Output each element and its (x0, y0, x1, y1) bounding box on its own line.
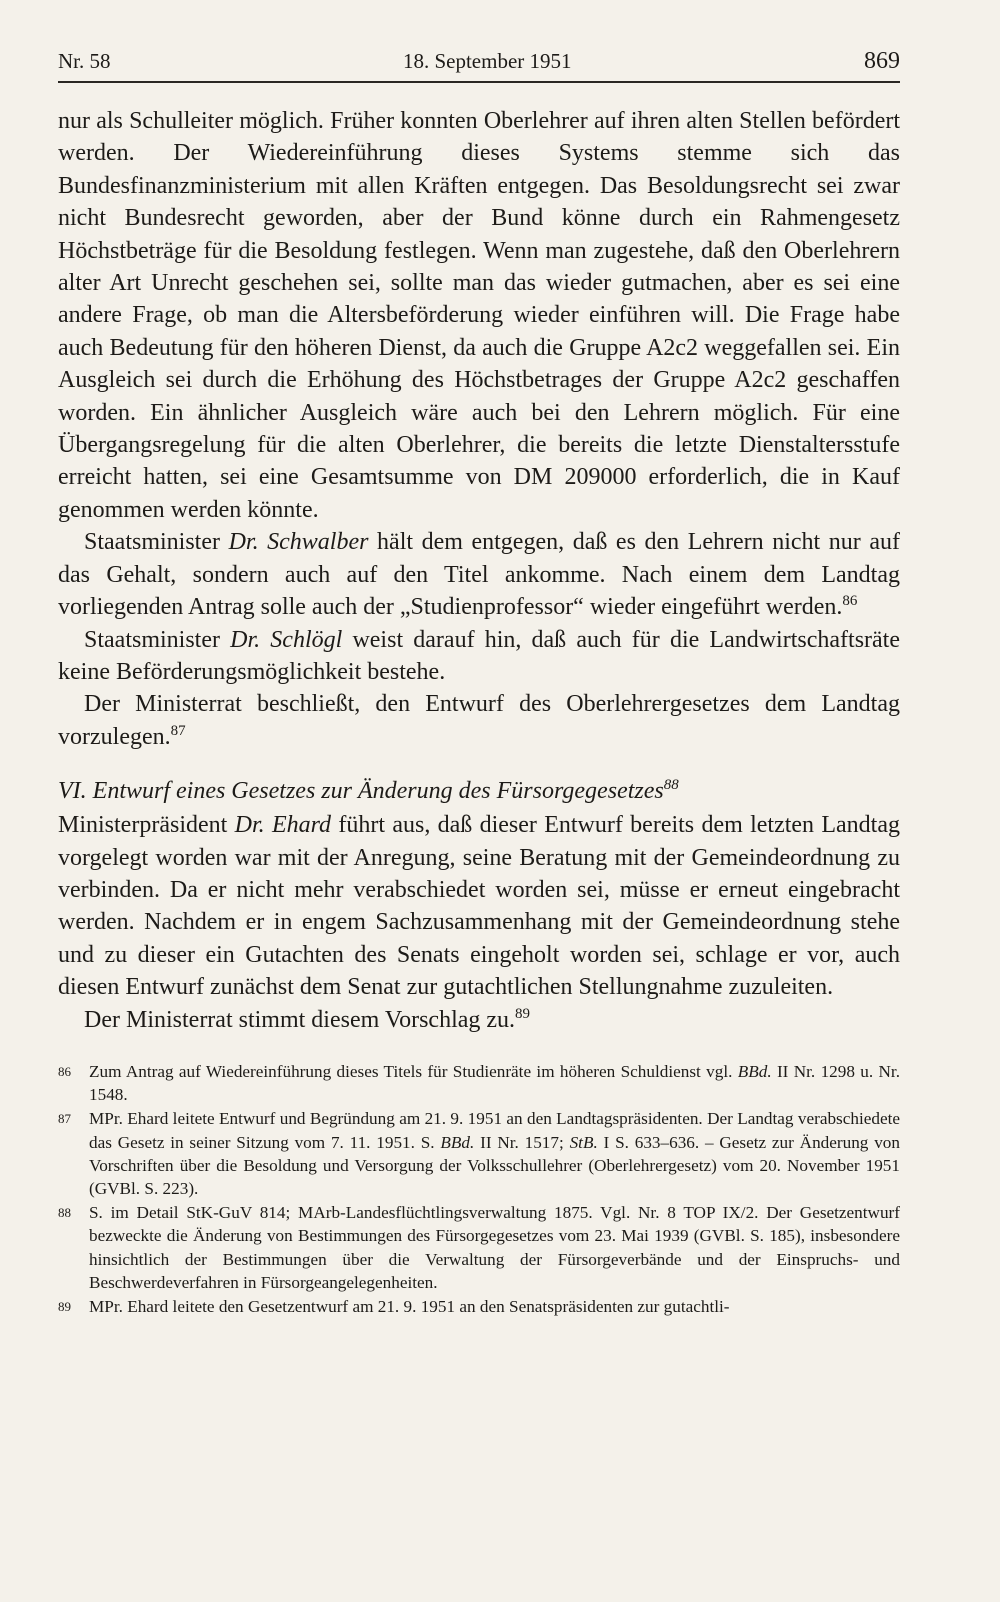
footnote (58, 1060, 900, 1106)
page-number: 869 (864, 48, 900, 74)
footnote-ref[interactable]: 89 (515, 1005, 531, 1022)
footnote (58, 1295, 900, 1318)
footnote-number: 87 (58, 1111, 71, 1127)
footnotes (58, 1060, 900, 1318)
speaker-name: Dr. Schlögl (230, 626, 343, 653)
header-date: 18. September 1951 (402, 49, 572, 73)
footnote-number: 88 (58, 1205, 71, 1221)
running-header (58, 48, 900, 83)
footnote-ref[interactable]: 87 (170, 722, 186, 739)
paragraph-1: nur als Schulleiter möglich. Früher konnten Oberlehrer auf ihren alten Stellen befördert werden. Der Wiedereinführung dieses Systems stemme sich das Bundesfinanzministerium mit allen Kräften entgegen. Das Besoldungsrecht sei zwar nicht Bundesrecht geworden, aber der Bund könne durch ein Rahmengesetz Höchstbeträge für die Besoldung festlegen. Wenn man zugestehe, daß den Oberlehrern alter Art Unrecht geschehen sei, sollte man das wieder gutmachen, aber es sei eine andere Frage, ob man die Altersbeförderung wieder einführen will. Die Frage habe auch Bedeutung für den höheren Dienst, da auch die Gruppe A2c2 weggefallen sei. Ein Ausgleich sei durch die Erhöhung des Höchstbetrages der Gruppe A2c2 geschaffen worden. Ein ähnlicher Ausgleich wäre auch bei den Lehrern möglich. Für eine Übergangsregelung für die alten Oberlehrer, die bereits die letzte Dienstaltersstufe erreicht hatten, sei eine Gesamtsumme von DM 209000 erforderlich, die in Kauf genommen werden könnte. (58, 108, 900, 523)
footnote-text: S. im Detail StK-GuV 814; MArb-Landesflüchtlingsverwaltung 1875. Vgl. Nr. 8 TOP IX/2. Der Gesetzentwurf bezweckte die Änderung von Bestimmungen des Fürsorgegesetzes vom 23. Mai 1939 (GVBl. S. 185), insbesondere hinsichtlich der Bestimmungen über die Verwaltung der Fürsorgeverbände und der Einspruchs- und Beschwerdeverfahren in Fürsorgeangelegenheiten. (89, 1203, 900, 1292)
footnote-number: 89 (58, 1299, 71, 1314)
main-text (58, 105, 900, 1036)
footnote-ref[interactable]: 88 (663, 777, 679, 794)
footnote (58, 1107, 900, 1200)
footnote (58, 1201, 900, 1294)
document-number: Nr. 58 (58, 49, 111, 73)
footnote-text: Zum Antrag auf Wiedereinführung dieses Titels für Studienräte im höheren Schuldienst vgl. BBd. II Nr. 1298 u. Nr. 1548. (89, 1061, 900, 1105)
paragraph-4: Der Ministerrat beschließt, den Entwurf des Oberlehrergesetzes dem Landtag vorzulegen.$^{87}$ (58, 691, 900, 750)
footnote-text: MPr. Ehard leitete den Gesetzentwurf am 21. 9. 1951 an den Senatspräsidenten zur gutachtli- (89, 1297, 730, 1316)
paragraph-5: Ministerpräsident Dr. Ehard führt aus, daß dieser Entwurf bereits dem letzten Landtag vorgelegt worden war mit der Anregung, seine Beratung mit der Gemeindeordnung zu verbinden. Da er nicht mehr verabschiedet worden sei, müsse er erneut eingebracht werden. Nachdem er in engem Sachzusammenhang mit der Gemeindeordnung stehe und zu dieser ein Gutachten des Senats eingeholt worden sei, schlage er vor, auch diesen Entwurf zunächst dem Senat zur gutachtlichen Stellungnahme zuzuleiten. (58, 812, 900, 1001)
paragraph-2: Staatsminister Dr. Schwalber hält dem entgegen, daß es den Lehrern nicht nur auf das Gehalt, sondern auch auf den Titel ankomme. Nach einem dem Landtag vorliegenden Antrag solle auch der „Studienprofessor“ wieder eingeführt werden.$^{86}$ (58, 529, 900, 621)
paragraph-6: Der Ministerrat stimmt diesem Vorschlag zu.$^{89}$ (84, 1005, 531, 1033)
speaker-name: Dr. Schwalber (228, 529, 369, 556)
speaker-name: Dr. Ehard (234, 812, 332, 839)
footnote-number: 86 (58, 1063, 71, 1079)
section-heading: VI. Entwurf eines Gesetzes zur Änderung des Fürsorgegesetzes$^{88}$ (58, 777, 679, 805)
footnote-ref[interactable]: 86 (842, 593, 858, 610)
footnote-text: MPr. Ehard leitete Entwurf und Begründung am 21. 9. 1951 an den Landtagspräsidenten. Der Landtag verabschiedete das Gesetz in seiner Sitzung vom 7. 11. 1951. S. BBd. II Nr. 1517; StB. I S. 633–636. – Gesetz zur Änderung von Vorschriften über die Besoldung und Versorgung der Volksschullehrer (Oberlehrergesetz) vom 20. November 1951 (GVBl. S. 223). (89, 1109, 900, 1198)
paragraph-3: Staatsminister Dr. Schlögl weist darauf hin, daß auch für die Landwirtschaftsräte keine Beförderungsmöglichkeit bestehe. (58, 626, 900, 685)
